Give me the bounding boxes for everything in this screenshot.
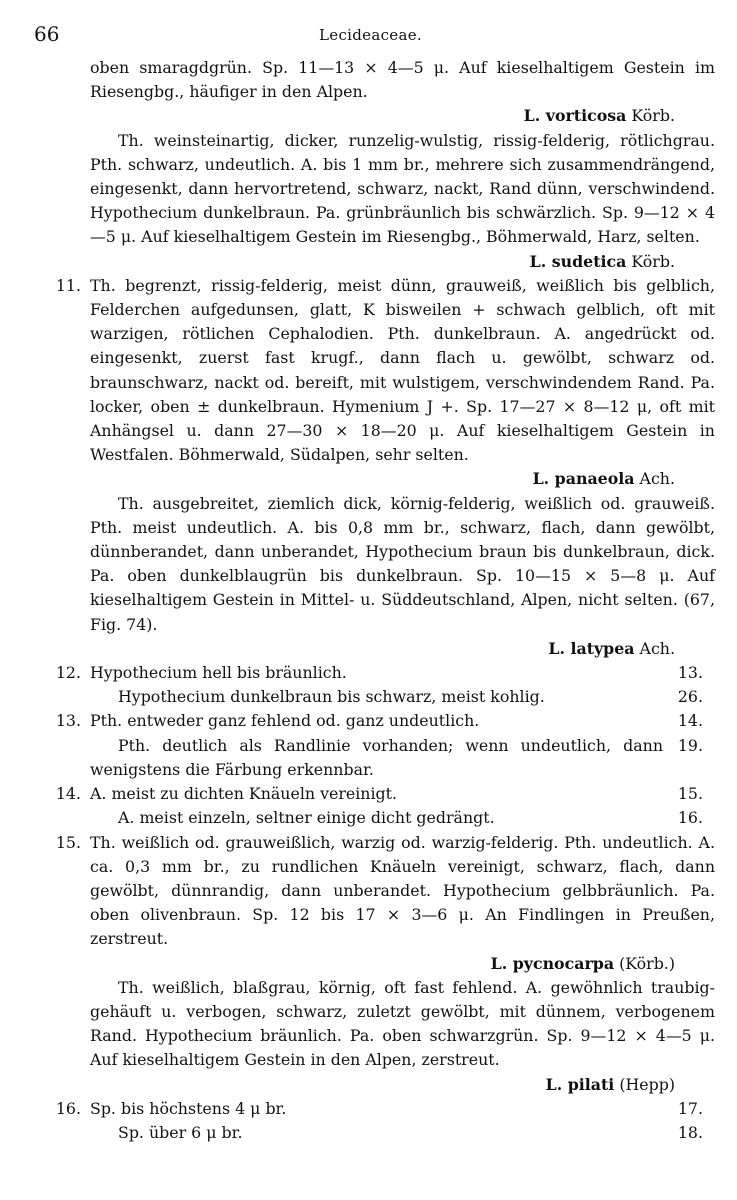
key-lead-number: 16. <box>677 808 703 828</box>
key-couplet <box>26 806 715 830</box>
page-content <box>26 56 715 1145</box>
key-couplet <box>26 782 715 806</box>
paragraph-text: Th. weinsteinartig, dicker, runzelig-wulstig, rissig-felderig, rötlichgrau. Pth. schwarz, undeutlich. A. bis 1 mm br., mehrere sich zusammendrängend, eingesenkt, dann hervortretend, schwarz, nackt, Rand dünn, verschwindend. Hypothecium dunkelbraun. Pa. grünbräunlich bis schwärzlich. Sp. 9—12 × 4—5 μ. Auf kieselhaltigem Gestein im Riesengbg., Böhmerwald, Harz, selten. <box>90 130 715 247</box>
species-heading <box>26 104 715 128</box>
text-paragraph <box>26 976 715 1073</box>
species-author: (Hepp) <box>619 1074 675 1094</box>
text-paragraph <box>26 274 715 468</box>
key-text: Sp. über 6 μ br. <box>118 1122 243 1142</box>
paragraph-number: 15. <box>55 832 81 852</box>
key-text: A. meist zu dichten Knäueln vereinigt. <box>90 784 397 804</box>
species-author: Körb. <box>631 106 675 126</box>
paragraph-number <box>26 129 90 250</box>
key-text: Pth. entweder ganz fehlend od. ganz undeutlich. <box>90 711 480 731</box>
key-text: Hypothecium dunkelbraun bis schwarz, meist kohlig. <box>118 687 545 707</box>
paragraph-number: 11. <box>55 275 81 295</box>
species-name: L. pilati <box>545 1074 615 1094</box>
text-paragraph <box>26 56 715 104</box>
key-couplet <box>26 1097 715 1121</box>
key-lead-number: 14. <box>677 711 703 731</box>
key-couplet <box>26 661 715 685</box>
paragraph-text: Th. weißlich od. grauweißlich, warzig od. warzig-felderig. Pth. undeutlich. A. ca. 0,3 mm br., zu rundlichen Knäueln vereinigt, schwarz, flach, dann gewölbt, dünnrandig, dann unberandet. Hypothecium gelbbräunlich. Pa. oben olivenbraun. Sp. 12 bis 17 × 3—6 μ. An Findlingen in Preußen, zerstreut. <box>90 832 715 949</box>
species-name: L. pycnocarpa <box>490 953 615 973</box>
paragraph-number <box>26 56 90 104</box>
key-lead-number: 13. <box>677 663 703 683</box>
key-text: Sp. bis höchstens 4 μ br. <box>90 1098 287 1118</box>
species-heading <box>26 250 715 274</box>
species-name: L. panaeola <box>532 469 635 489</box>
running-title: Lecideaceae. <box>319 26 422 44</box>
species-author: Ach. <box>639 638 675 658</box>
key-lead-number: 17. <box>677 1098 703 1118</box>
key-couplet <box>26 709 715 733</box>
species-name: L. sudetica <box>529 251 627 271</box>
paragraph-text: Th. begrenzt, rissig-felderig, meist dünn, grauweiß, weißlich bis gelblich, Felderchen aufgedunsen, glatt, K bisweilen + schwach gelblich, oft mit warzigen, rötlichen Cephalodien. Pth. dunkelbraun. A. angedrückt od. eingesenkt, zuerst fast krugf., dann flach u. gewölbt, schwarz od. braunschwarz, nackt od. bereift, mit wulstigem, verschwindendem Rand. Pa. locker, oben ± dunkelbraun. Hymenium J +. Sp. 17—27 × 8—12 μ, oft mit Anhängsel u. dann 27—30 × 18—20 μ. Auf kieselhaltigem Gestein in Westfalen. Böhmerwald, Südalpen, sehr selten. <box>90 275 715 465</box>
paragraph-number <box>26 492 90 637</box>
key-number: 16. <box>55 1098 81 1118</box>
page-number: 66 <box>34 22 60 46</box>
page-header <box>26 22 715 56</box>
key-number: 14. <box>55 784 81 804</box>
key-couplet <box>26 1121 715 1145</box>
text-paragraph <box>26 831 715 952</box>
species-author: Ach. <box>639 469 675 489</box>
species-heading <box>26 637 715 661</box>
paragraph-text: Th. ausgebreitet, ziemlich dick, körnig-felderig, weißlich od. grauweiß. Pth. meist undeutlich. A. bis 0,8 mm br., schwarz, flach, dann gewölbt, dünnberandet, dann unberandet, Hypothecium braun bis dunkelbraun, dick. Pa. oben dunkelblaugrün bis dunkelbraun. Sp. 10—15 × 5—8 μ. Auf kieselhaltigem Gestein in Mittel- u. Süddeutschland, Alpen, nicht selten. (67, Fig. 74). <box>90 493 715 634</box>
species-heading <box>26 467 715 491</box>
key-text: Pth. deutlich als Randlinie vorhanden; wenn undeutlich, dann wenigstens die Färbung erkennbar. <box>90 735 663 779</box>
text-paragraph <box>26 129 715 250</box>
species-heading <box>26 952 715 976</box>
paragraph-text: oben smaragdgrün. Sp. 11—13 × 4—5 μ. Auf kieselhaltigem Gestein im Riesengbg., häufiger in den Alpen. <box>90 58 715 102</box>
key-couplet <box>26 685 715 709</box>
key-number: 13. <box>55 711 81 731</box>
key-text: Hypothecium hell bis bräunlich. <box>90 663 347 683</box>
key-text: A. meist einzeln, seltner einige dicht gedrängt. <box>118 808 495 828</box>
species-name: L. vorticosa <box>523 106 627 126</box>
key-couplet <box>26 734 715 782</box>
key-number: 12. <box>55 663 81 683</box>
paragraph-text: Th. weißlich, blaßgrau, körnig, oft fast fehlend. A. gewöhnlich traubig-gehäuft u. verbogen, schwarz, zuletzt gewölbt, mit dünnem, verbogenem Rand. Hypothecium bräunlich. Pa. oben schwarzgrün. Sp. 9—12 × 4—5 μ. Auf kieselhaltigem Gestein in den Alpen, zerstreut. <box>90 977 715 1070</box>
key-lead-number: 18. <box>677 1122 703 1142</box>
species-author: (Körb.) <box>619 953 675 973</box>
text-paragraph <box>26 492 715 637</box>
key-lead-number: 15. <box>677 784 703 804</box>
species-heading <box>26 1073 715 1097</box>
species-author: Körb. <box>631 251 675 271</box>
paragraph-number <box>26 976 90 1073</box>
species-name: L. latypea <box>548 638 635 658</box>
key-lead-number: 19. <box>677 735 703 755</box>
key-lead-number: 26. <box>677 687 703 707</box>
